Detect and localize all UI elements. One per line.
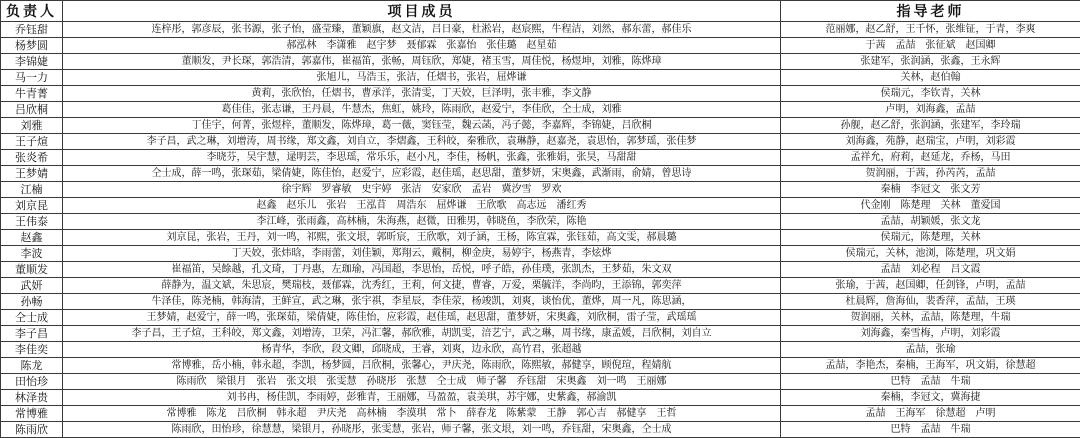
table-row [1,54,1080,70]
members-cell: 张旭儿，马浩玉，张洁，任熠书，张岩，屈烨谦 [63,70,781,86]
table-row [1,22,1080,38]
leader-cell: 李波 [1,246,63,262]
leader-cell: 仝士成 [1,310,63,326]
advisors-cell: 秦楠，李冠文，冀海捷 [781,390,1080,406]
leader-cell: 李佳奕 [1,342,63,358]
members-cell: 仝士成，薛一鸣，张琛茹，梁倩婕，陈佳怡，赵爱宁，应彩霞，赵佳瑶，赵思甜，董梦妍，宋奥鑫，武渐雨，俞婧，曾思诗 [63,166,781,182]
advisors-cell: 孟喆，李艳杰，秦楠，王海军，巩文娟，徐慧超 [781,358,1080,374]
leader-cell: 吕欣桐 [1,102,63,118]
leader-cell: 江楠 [1,182,63,198]
members-cell: 王梦婧，赵爱宁，薛一鸣，张琛茹，梁倩婕，陈佳怡，应彩霞，赵佳瑶，赵思甜，董梦妍，宋奥鑫，刘欣桐，雷子莹，武瑶瑶 [63,310,781,326]
members-cell: 黄莉，张欣怡，任熠书，曹承洋，张清雯，丁天姣，巨泽明，张丰雅，李文静 [63,86,781,102]
leader-cell: 杨梦圆 [1,38,63,54]
table-row [1,406,1080,422]
leader-cell: 乔钰甜 [1,22,63,38]
leader-cell: 陈雨欣 [1,422,63,438]
members-cell: 李子昌，王子煊，王科皎，郑文鑫，刘增涛，卫荣，冯汇馨，郝欣雅，胡凯雯，涪艺宁，武之琳，周书缘，康孟媛，吕欣桐，刘自立 [63,326,781,342]
advisors-cell: 侯瑞元，李钦青，关林 [781,86,1080,102]
table-row [1,326,1080,342]
members-cell: 赵鑫 赵乐儿 张岩 王泓苜 周浩东 屈烨谦 王欣歌 高志远 潘红秀 [63,198,781,214]
table-row [1,198,1080,214]
leader-cell: 武妍 [1,278,63,294]
members-cell: 葛佳佳，张志谦，王丹晨，牛慧杰，焦虹，姚玲，陈雨欣，赵爱宁，李佳欣，仝士成，刘雅 [63,102,781,118]
leader-cell: 李锦婕 [1,54,63,70]
members-cell: 刘书冉，杨佳凯，李雨婷，彭雅青，王丽娜，马盈盈，袁美琪，苏宇娜，史紫鑫，郝渝凯 [63,390,781,406]
table-row [1,134,1080,150]
advisors-cell: 杜晨辉，詹海仙，裴香萍，孟喆，王瑛 [781,294,1080,310]
advisors-cell: 巴特 孟喆 牛瑞 [781,422,1080,438]
leader-cell: 陈龙 [1,358,63,374]
leader-cell: 王梦婧 [1,166,63,182]
advisors-cell: 孟喆，张瑜 [781,342,1080,358]
table-row [1,246,1080,262]
leader-cell: 孙畅 [1,294,63,310]
leader-cell: 李子昌 [1,326,63,342]
header-advisors: 指导老师 [781,1,1080,22]
advisors-cell: 卢明，刘海鑫，孟喆 [781,102,1080,118]
table-row [1,118,1080,134]
table-row [1,38,1080,54]
table-header [1,1,1080,22]
members-cell: 李子昌，武之琳，刘增涛，周书缘，郑文鑫，刘自立，李熠鑫，王科皎，秦雅欣，袁琳静，赵嘉尧，袁思怡，郭梦瑶，张佳梦 [63,134,781,150]
members-cell: 李江峰，张雨鑫，高林楠，朱海燕，赵微，田雅男，韩晓鱼，李欣荣，陈艳 [63,214,781,230]
table-row [1,182,1080,198]
advisors-cell: 侯瑞元，陈楚理，关林 [781,230,1080,246]
table-row [1,230,1080,246]
members-cell: 徐宇辉 罗睿敏 史宇婷 张洁 安家欣 孟岩 冀汐雪 罗欢 [63,182,781,198]
members-cell: 董顺发，尹长琛，郭浩清，郭嘉伟，崔福笛，张畅，周钰欣，郑婕，褚玉雪，周佳悦，杨煜坤，刘雅，陈烨璋 [63,54,781,70]
advisors-cell: 范丽娜，赵乙舒，王千怀，张维钲，于青，李爽 [781,22,1080,38]
table-row [1,374,1080,390]
leader-cell: 王伟泰 [1,214,63,230]
members-cell: 薛静为，温文斌，朱思宸，樊瑞枝，聂郁霖，沈秀红，王莉，何文捷，曹睿，万爱，栗毓洋，李尚昀，王添锦，郭奕萍 [63,278,781,294]
members-cell: 常博雅，岳小楠，韩永超，李凯，杨梦圆，吕欣桐，张馨心，尹庆尧，陈雨欣，陈熙敏，郝健享，顾倪瑄，程婧航 [63,358,781,374]
members-cell: 常博雅 陈龙 吕欣桐 韩永超 尹庆尧 高林楠 李漠琪 常卜 薛春龙 陈紫蒙 王静 郭心吉 郝健享 王哲 [63,406,781,422]
leader-cell: 王子煊 [1,134,63,150]
table-row [1,214,1080,230]
advisors-cell: 孙舰，赵乙舒，张润涵，张建军，李玲瑞 [781,118,1080,134]
advisors-cell: 孟喆 王海军 徐慧超 卢明 [781,406,1080,422]
advisors-cell: 代金刚 陈楚理 关林 董爱国 [781,198,1080,214]
leader-cell: 刘京昆 [1,198,63,214]
leader-cell: 林泽贵 [1,390,63,406]
table-row [1,422,1080,438]
table-row [1,86,1080,102]
leader-cell: 张炎希 [1,150,63,166]
members-cell: 刘京昆，张岩，王丹，刘一鸣，祁熙，张文垠，郭昕宸，王欣歌，刘子涵，王杨，陈宣霖，张钰茹，高文雯，郝晨璐 [63,230,781,246]
table-row [1,102,1080,118]
advisors-cell: 孟祥允，府莉，赵延龙，乔杨，马田 [781,150,1080,166]
leader-cell: 常博雅 [1,406,63,422]
advisors-cell: 孟喆，胡颖媛，张文龙 [781,214,1080,230]
advisors-cell: 侯瑞元，关林，池浏，陈楚理，巩文娟 [781,246,1080,262]
advisors-cell: 关林，赵伯翰 [781,70,1080,86]
header-leader: 负责人 [1,1,63,22]
leader-cell: 董顺发 [1,262,63,278]
table-row [1,262,1080,278]
table-row [1,150,1080,166]
leader-cell: 刘雅 [1,118,63,134]
advisors-cell: 秦楠 李冠文 张文芳 [781,182,1080,198]
members-cell: 牛泽佳，陈尧楠，韩海清，王鲜宣，武之琳，张宇祺，李星辰，李佳荥，杨竣凯，刘爽，谈怡优，董烨，周一凡，陈思涵， [63,294,781,310]
header-row [1,1,1080,22]
table-row [1,70,1080,86]
members-cell: 陈雨欣 梁银月 张岩 张文垠 张雯慧 孙晓彤 张慧 仝士成 师子馨 乔钰甜 宋奥鑫 刘一鸣 王丽娜 [63,374,781,390]
members-cell: 李晓芬，吴宇慧，逯明芸，李思瑶，常乐乐，赵小凡，李佳，杨帆，张鑫，张雅娟，张昊，马甜甜 [63,150,781,166]
advisors-cell: 张建军，张润涵，张鑫，王永辉 [781,54,1080,70]
table-row [1,166,1080,182]
table-row [1,294,1080,310]
advisors-cell: 张瑜，于茜，赵国卿，任剑锋，卢明，孟喆 [781,278,1080,294]
advisors-cell: 贺润丽，关林，孟喆，陈楚理，牛瑞 [781,310,1080,326]
members-cell: 丁佳宇，何菁，张煜梓，董顺发，陈烨璋，葛一薇，窦钰莹，魏云菡，冯子懿，李嘉辉，李锦婕，吕欣桐 [63,118,781,134]
table-row [1,390,1080,406]
members-cell: 陈雨欣，田怡珍，徐慧慧，梁银月，孙晓彤，张雯慧，张岩，师子馨，张文垠，刘一鸣，乔钰甜，宋奥鑫，仝士成 [63,422,781,438]
members-cell: 崔福笛，吴餘越，孔文琦，丁丹惠，左珈瑜，冯国超，李思怡，岳悦，呼子皓，孙佳璞，张凯杰，王梦茹，朱文双 [63,262,781,278]
advisors-cell: 刘海鑫，苑静，赵瑞宝，卢明，刘彩霞 [781,134,1080,150]
advisors-cell: 贺润丽，于茜，孙芮芮，孟喆 [781,166,1080,182]
leader-cell: 牛青菁 [1,86,63,102]
members-cell: 郝泓林 李潇雅 赵宇梦 聂郁霖 张嘉怡 张佳璐 赵星茹 [63,38,781,54]
table-body [1,22,1080,438]
members-cell: 丁天姣，张炜晗，李雨蕾，刘佳颖，郑翔云，戴桐，柳金庚，易婷宇，杨燕青，李炫烨 [63,246,781,262]
header-members: 项目成员 [63,1,781,22]
table-row [1,278,1080,294]
members-cell: 杨青华，李欣，段文卿，邱晓成，王睿，刘爽，边永欣，高竹君，张超越 [63,342,781,358]
leader-cell: 赵鑫 [1,230,63,246]
table-row [1,358,1080,374]
leader-cell: 马一力 [1,70,63,86]
advisors-cell: 孟喆 刘必程 吕文霞 [781,262,1080,278]
advisors-cell: 巴特 孟喆 牛瑞 [781,374,1080,390]
advisors-cell: 于茜 孟喆 张征斌 赵国卿 [781,38,1080,54]
advisors-cell: 刘海鑫，秦雪梅，卢明，刘彩霞 [781,326,1080,342]
table-row [1,310,1080,326]
members-cell: 连梓彤，郭彦辰，张书源，张子怡，盛莹臻，董颖旗，赵文洁，吕日豪，杜淞岩，赵宸熙，牛程洁，刘然，郝东蕾，郝佳乐 [63,22,781,38]
leader-cell: 田怡珍 [1,374,63,390]
table-row [1,342,1080,358]
